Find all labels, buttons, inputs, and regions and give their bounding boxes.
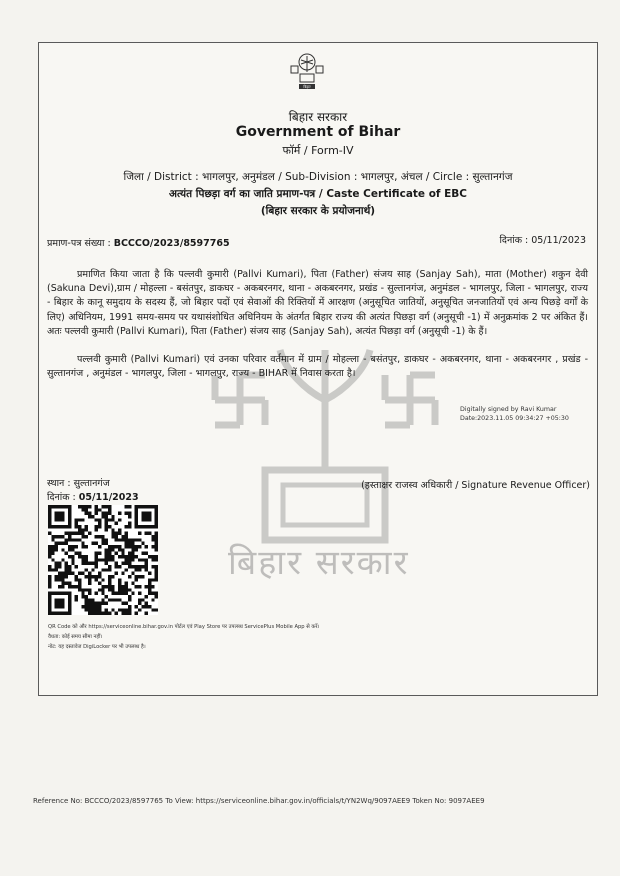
gov-english-title: Government of Bihar xyxy=(235,124,401,140)
validity-note: वैधता: कोई समय सीमा नहीं। xyxy=(48,634,103,640)
place-label: स्थान : xyxy=(47,478,74,489)
certificate-date xyxy=(499,233,586,246)
footer-date-value: 05/11/2023 xyxy=(78,492,139,503)
digital-signature-date: Date:2023.11.05 09:34:27 +05:30 xyxy=(460,415,569,422)
place-value: सुल्तानगंज xyxy=(73,478,110,489)
form-label: फॉर्म / Form-IV xyxy=(282,144,354,157)
logo-caption: बिहार xyxy=(303,85,311,89)
certificate-purpose: (बिहार सरकार के प्रयोजनार्थ) xyxy=(260,205,376,217)
digital-signature-signer: Digitally signed by Ravi Kumar xyxy=(460,406,557,413)
digital-signature xyxy=(460,405,569,423)
certificate-number xyxy=(47,236,230,249)
reference-line: Reference No: BCCCO/2023/8597765 To View: https://serviceonline.bihar.gov.in/officials/t/YN2Wq/9097AEE9 Token No: 9097AEE9 xyxy=(33,797,485,805)
gov-hindi-title: बिहार सरकार xyxy=(288,110,348,124)
residence-paragraph: पल्लवी कुमारी (Pallvi Kumari) एवं उनका परिवार वर्तमान में ग्राम / मोहल्ला - बसंतपुर, डाकघर - अकबरनगर, थाना - अकबरनगर , प्रखंड - सुल्तानगंज , अनुमंडल - भागलपुर, जिला - भागलपुर, राज्य - BIHAR में निवास करता है। xyxy=(47,354,588,380)
footer-date-line xyxy=(47,490,139,503)
watermark-text: बिहार सरकार xyxy=(228,543,410,583)
footer-date-label: दिनांक : xyxy=(47,492,79,503)
digilocker-note: नोट: यह दस्तावेज DigiLocker पर भी उपलब्ध है। xyxy=(48,644,146,650)
certificate-date-label: दिनांक : xyxy=(499,235,532,246)
certificate-number-value: BCCCO/2023/8597765 xyxy=(113,238,230,249)
certificate-date-value: 05/11/2023 xyxy=(531,235,586,246)
certification-paragraph: प्रमाणित किया जाता है कि पल्लवी कुमारी (Pallvi Kumari), पिता (Father) संजय साह (Sanjay Sah), माता (Mother) शकुन देवी (Sakuna Devi),ग्राम / मोहल्ला - बसंतपुर, डाकघर - अकबरनगर, थाना - अकबरनगर, प्रखंड - सुल्तानगंज, अनुमंडल - भागलपुर, जिला - भागलपुर, राज्य - बिहार के कानू समुदाय के सदस्य हैं, जो बिहार पदों एवं सेवाओं की रिक्तियों में आरक्षण (अनुसूचित जातियों, अनुसूचित जनजातियों एवं अन्य पिछड़े वर्गों के लिए) अधिनियम, 1991 समय-समय पर यथासंशोधित अधिनियम के अंतर्गत बिहार राज्य की अत्यंत पिछड़ा वर्ग (अनुसूची -1) में अनुक्रमांक 2 पर अंकित हैं। अतः पल्लवी कुमारी (Pallvi Kumari), पिता (Father) संजय साह (Sanjay Sah), अत्यंत पिछड़ा वर्ग (अनुसूची -1) के हैं। xyxy=(47,269,588,337)
certificate-number-label: प्रमाण-पत्र संख्या : xyxy=(47,238,114,249)
place-line xyxy=(47,476,110,489)
qr-note: QR Code को और https://serviceonline.bihar.gov.in पोर्टल एवं Play Store पर उपलब्ध ServicePlus Mobile App से करें। xyxy=(48,624,320,630)
bihar-emblem-icon xyxy=(287,52,327,92)
qr-code-icon[interactable] xyxy=(48,505,158,615)
signature-revenue-officer-label: (हस्ताक्षर राजस्व अधिकारी / Signature Revenue Officer) xyxy=(361,480,590,491)
district-line: जिला / District : भागलपुर, अनुमंडल / Sub-Division : भागलपुर, अंचल / Circle : सुल्तानगंज xyxy=(123,171,513,183)
certificate-title: अत्यंत पिछड़ा वर्ग का जाति प्रमाण-पत्र / Caste Certificate of EBC xyxy=(168,188,468,200)
